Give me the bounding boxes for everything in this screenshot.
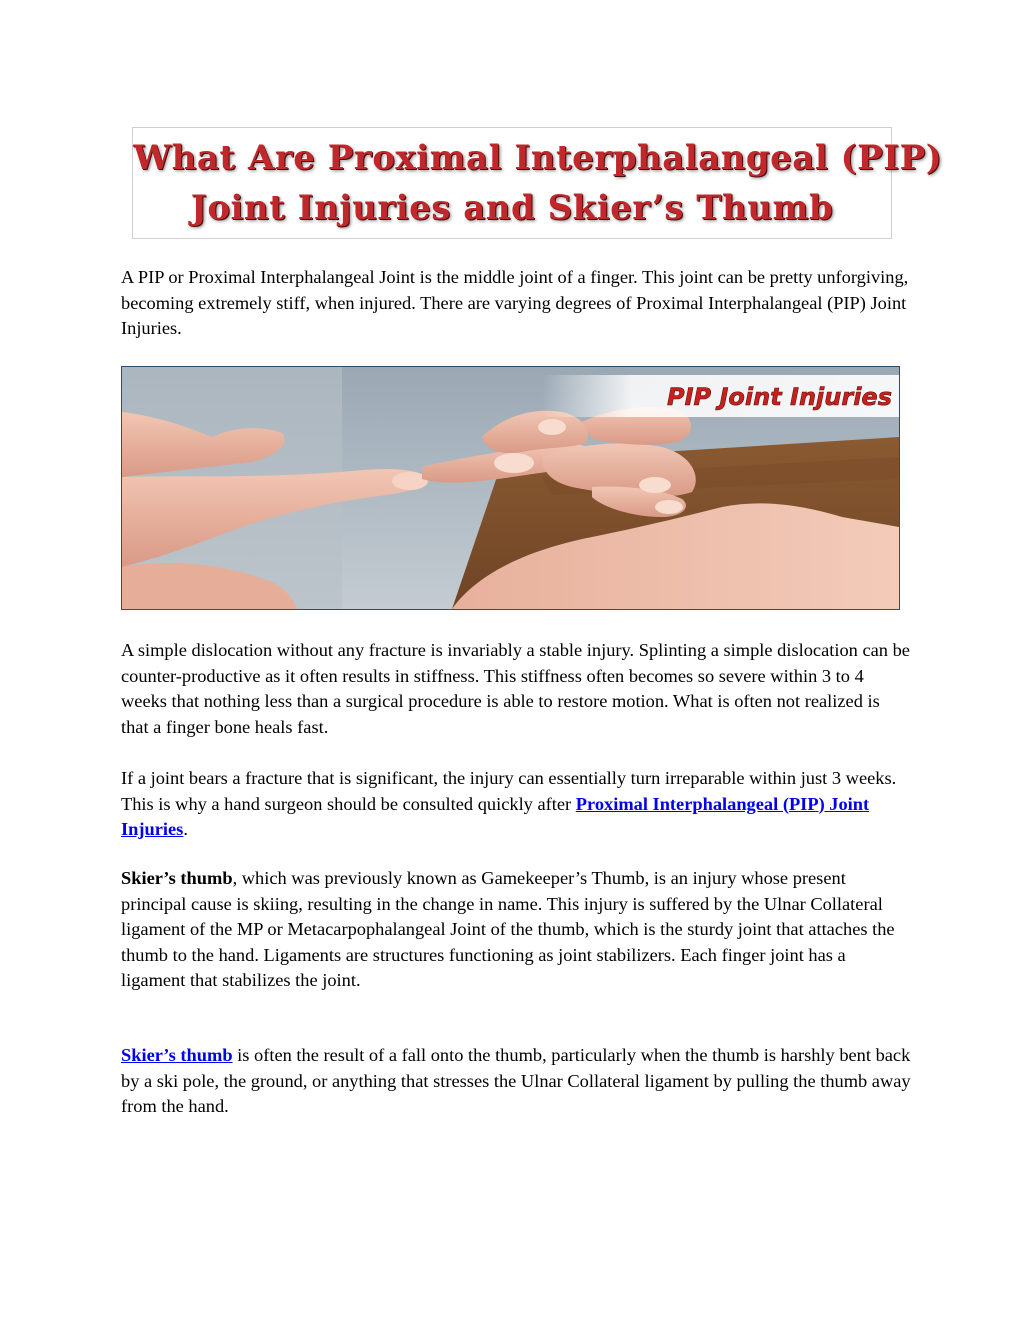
fracture-paragraph-end: .	[183, 819, 188, 839]
pip-joint-injuries-link[interactable]: Proximal Interphalangeal (PIP) Joint Injuries	[121, 793, 870, 839]
skiers-thumb-paragraph-text: , which was previously known as Gamekeeper’s Thumb, is an injury whose present principal cause is skiing, resulting in the change in name. This injury is suffered by the Ulnar Collateral ligament of the MP or Metacarpophalangeal Joint of the thumb, which is the sturdy joint that attaches the thumb to the hand. Ligaments are structures functioning as joint stabilizers. Each finger joint has a ligament that stabilizes the joint.	[121, 868, 895, 990]
title-line-2: Joint Injuries and Skier’s Thumb	[190, 188, 834, 228]
skiers-thumb-term: Skier’s thumb	[121, 868, 233, 888]
fracture-paragraph-text: If a joint bears a fracture that is significant, the injury can essentially turn irreparable within just 3 weeks. This is why a hand surgeon should be consulted quickly after	[121, 768, 897, 814]
skiers-thumb-paragraph	[121, 866, 911, 994]
title-banner	[132, 127, 943, 239]
hand-photo-illustration	[122, 367, 899, 609]
fracture-paragraph	[121, 766, 911, 843]
title-line-1: What Are Proximal Interphalangeal (PIP)	[133, 138, 943, 178]
image-caption: PIP Joint Injuries	[667, 383, 892, 411]
skiers-thumb-cause-paragraph	[121, 1043, 911, 1120]
skiers-thumb-link[interactable]: Skier’s thumb	[121, 1045, 233, 1065]
skiers-thumb-cause-text: is often the result of a fall onto the thumb, particularly when the thumb is harshly bent back by a ski pole, the ground, or anything that stresses the Ulnar Collateral ligament by pulling the thumb away from the hand.	[121, 1045, 911, 1116]
dislocation-paragraph: A simple dislocation without any fracture is invariably a stable injury. Splinting a simple dislocation can be counter-productive as it often results in stiffness. This stiffness often becomes so severe within 3 to 4 weeks that nothing less than a surgical procedure is able to restore motion. What is often not realized is that a finger bone heals fast.	[121, 640, 910, 737]
intro-paragraph: A PIP or Proximal Interphalangeal Joint is the middle joint of a finger. This joint can be pretty unforgiving, becoming extremely stiff, when injured. There are varying degrees of Proximal Interphalangeal (PIP) Joint Injuries.	[121, 267, 909, 338]
pip-joint-injuries-image	[121, 366, 900, 610]
